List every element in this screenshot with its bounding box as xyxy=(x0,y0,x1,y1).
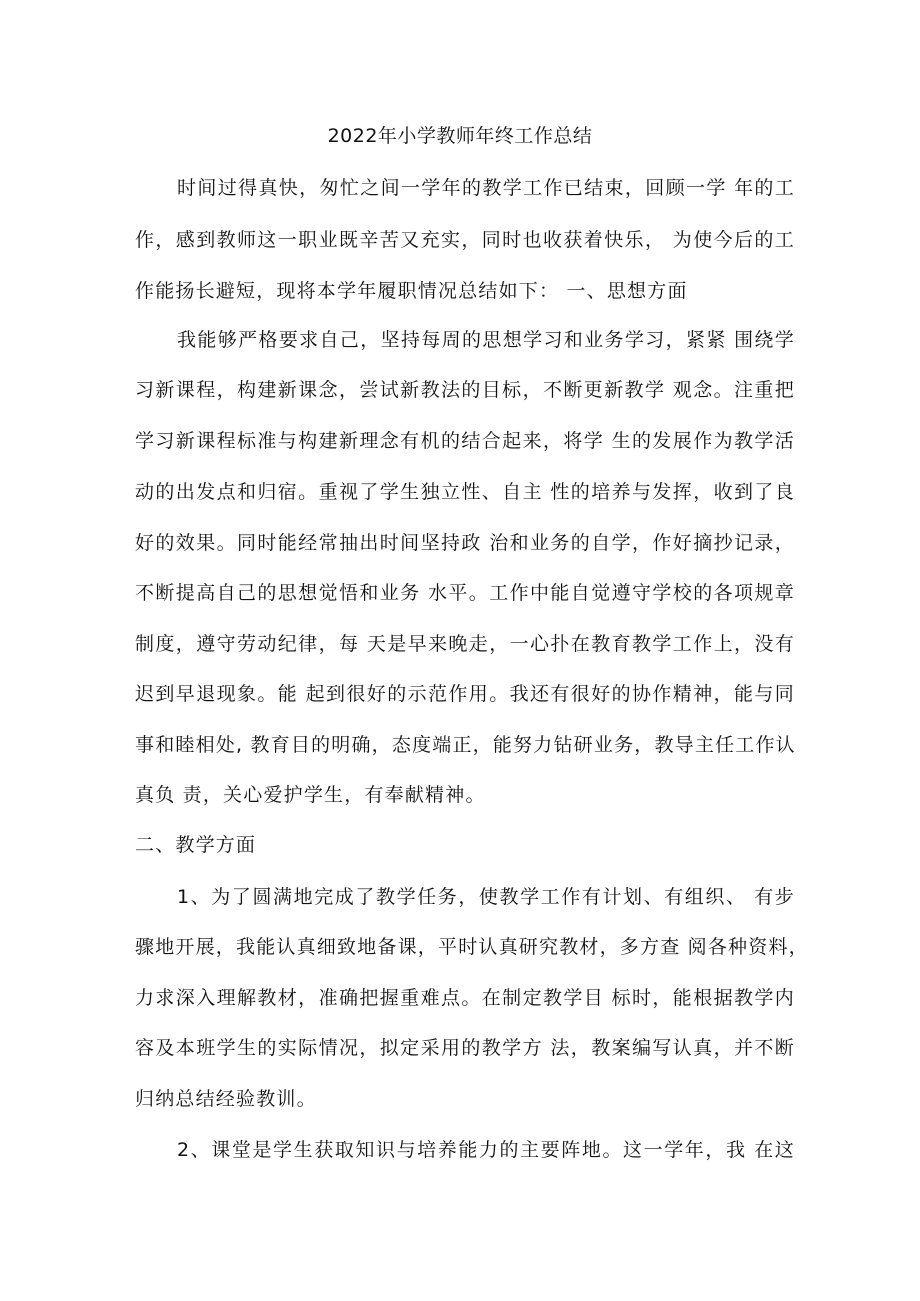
paragraph-line: 力求深入理解教材，准确把握重难点。在制定教学目 标时，能根据教学内 xyxy=(135,987,795,1009)
paragraph-line: 真负 责，关心爱护学生，有奉献精神。 xyxy=(135,784,486,806)
paragraph-line: 学习新课程标准与构建新理念有机的结合起来，将学 生的发展作为教学活 xyxy=(135,430,795,452)
document-title: 2022年小学教师年终工作总结 xyxy=(327,125,593,147)
paragraph-line: 我能够严格要求自己，坚持每周的思想学习和业务学习，紧紧 围绕学 xyxy=(177,329,795,351)
paragraph-line: 归纳总结经验教训。 xyxy=(135,1088,317,1110)
paragraph-line: 好的效果。同时能经常抽出时间坚持政 治和业务的自学，作好摘抄记录， xyxy=(135,532,795,554)
paragraph-line: 动的出发点和归宿。重视了学生独立性、自主 性的培养与发挥，收到了良 xyxy=(135,481,795,503)
paragraph-line: 事和睦相处, 教育目的明确，态度端正，能努力钻研业务，教导主任工作认 xyxy=(135,734,796,756)
section-heading: 二、教学方面 xyxy=(135,834,257,856)
paragraph-line: 1、为了圆满地完成了教学任务，使教学工作有计划、有组织、 有步 xyxy=(177,886,795,908)
paragraph-line: 2、课堂是学生获取知识与培养能力的主要阵地。这一学年，我 在这 xyxy=(177,1139,795,1161)
paragraph-line: 迟到早退现象。能 起到很好的示范作用。我还有很好的协作精神，能与同 xyxy=(135,683,795,705)
paragraph-line: 作，感到教师这一职业既辛苦又充实，同时也收获着快乐， 为使今后的工 xyxy=(135,229,795,251)
paragraph-line: 作能扬长避短，现将本学年履职情况总结如下： 一、思想方面 xyxy=(135,280,688,302)
paragraph-line: 时间过得真快，匆忙之间一学年的教学工作已结束，回顾一学 年的工 xyxy=(177,177,795,199)
paragraph-line: 不断提高自己的思想觉悟和业务 水平。工作中能自觉遵守学校的各项规章 xyxy=(135,582,795,604)
paragraph-line: 容及本班学生的实际情况，拟定采用的教学方 法，教案编写认真，并不断 xyxy=(135,1037,795,1059)
paragraph-line: 骤地开展，我能认真细致地备课，平时认真研究教材，多方查 阅各种资料， xyxy=(135,936,809,958)
paragraph-line: 制度，遵守劳动纪律，每 天是早来晚走，一心扑在教育教学工作上，没有 xyxy=(135,633,795,655)
paragraph-line: 习新课程，构建新课念，尝试新教法的目标，不断更新教学 观念。注重把 xyxy=(135,379,795,401)
